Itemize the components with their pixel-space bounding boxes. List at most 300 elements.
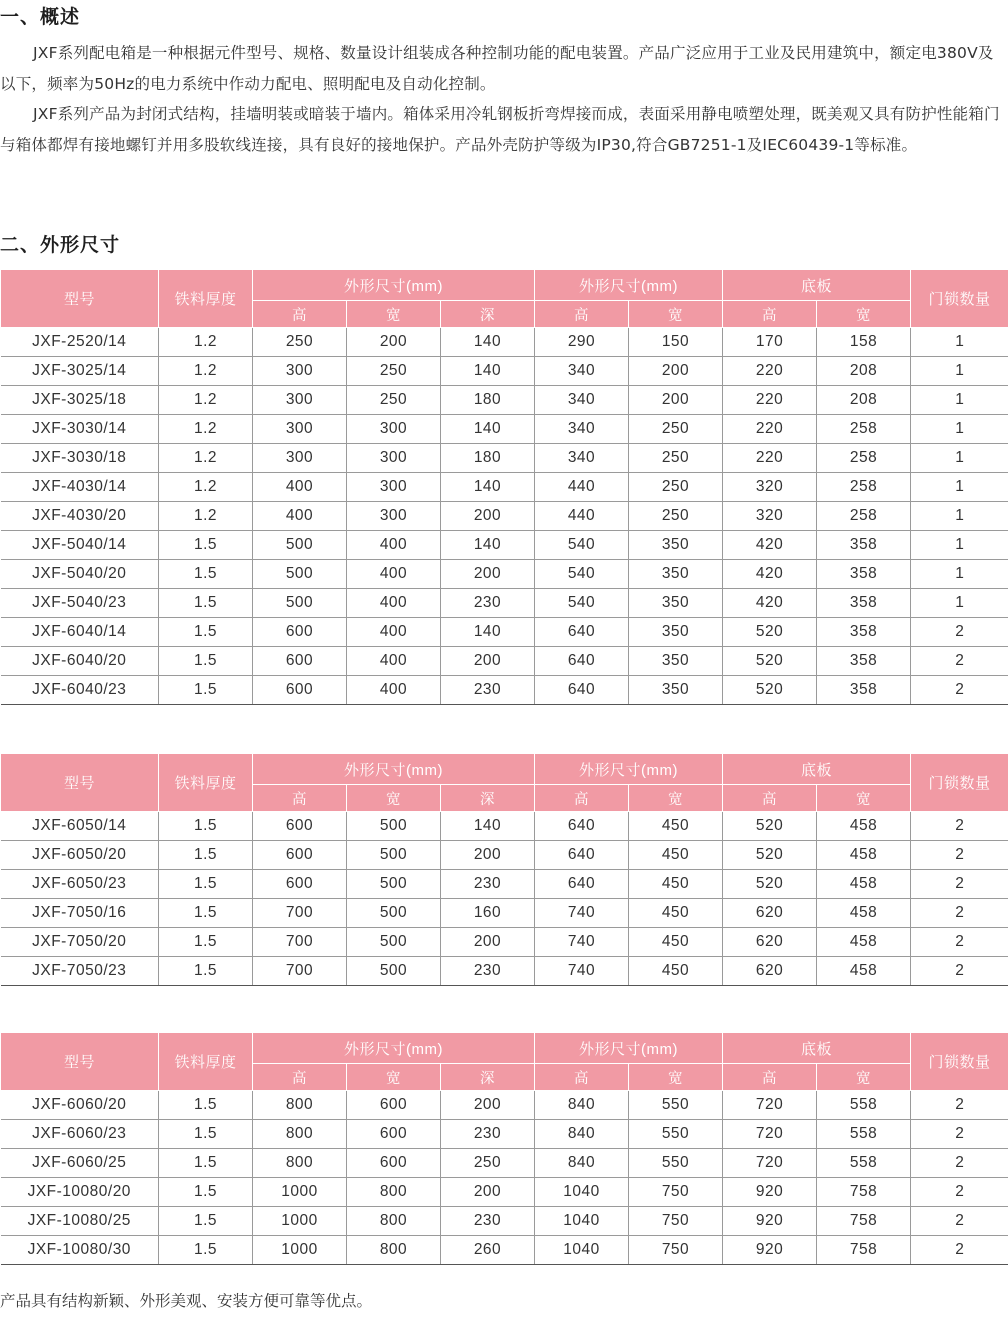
table-cell: 700 [253, 899, 347, 928]
table-cell: 220 [723, 357, 817, 386]
table-cell: 558 [817, 1149, 911, 1178]
table-cell: 200 [441, 647, 535, 676]
header-lock-count: 门锁数量 [911, 270, 1008, 328]
table-cell: 140 [441, 357, 535, 386]
table-cell: JXF-2520/14 [1, 328, 159, 357]
table-cell: 350 [629, 560, 723, 589]
table-cell: 640 [535, 647, 629, 676]
table-cell: 400 [253, 473, 347, 502]
table-cell: 458 [817, 841, 911, 870]
table-cell: 600 [253, 618, 347, 647]
table-cell: 1.5 [159, 676, 253, 705]
table-row [1, 1207, 1008, 1236]
table-cell: 1.5 [159, 1091, 253, 1120]
overview-paragraph-1: JXF系列配电箱是一种根据元件型号、规格、数量设计组装成各种控制功能的配电装置。产品广泛应用于工业及民用建筑中，额定电380V及以下，频率为50Hz的电力系统中作动力配电、照明配电及自动化控制。 [0, 44, 994, 93]
table-cell: 300 [347, 444, 441, 473]
table-cell: JXF-4030/20 [1, 502, 159, 531]
table-cell: 458 [817, 812, 911, 841]
table-cell: 1.5 [159, 560, 253, 589]
table-cell: 1.2 [159, 328, 253, 357]
table-cell: 1.5 [159, 1207, 253, 1236]
table-cell: 220 [723, 415, 817, 444]
table-cell: 600 [347, 1091, 441, 1120]
table-cell: 800 [347, 1236, 441, 1265]
table-cell: 440 [535, 502, 629, 531]
table-cell: 2 [911, 870, 1008, 899]
table-cell: 520 [723, 618, 817, 647]
table-cell: 740 [535, 957, 629, 986]
table-cell: 1.5 [159, 589, 253, 618]
table-cell: 250 [347, 386, 441, 415]
table-cell: 540 [535, 531, 629, 560]
table-cell: 400 [347, 531, 441, 560]
table-cell: 250 [441, 1149, 535, 1178]
table-cell: JXF-10080/20 [1, 1178, 159, 1207]
table-cell: 1.5 [159, 870, 253, 899]
header-outer-size-box: 外形尺寸(mm) [253, 1033, 535, 1064]
table-cell: 200 [441, 560, 535, 589]
table-cell: 1.5 [159, 1149, 253, 1178]
table-cell: 2 [911, 1120, 1008, 1149]
header-sub-height: 高 [535, 1064, 629, 1091]
table-cell: 400 [347, 618, 441, 647]
table-cell: 200 [441, 928, 535, 957]
table-cell: 358 [817, 676, 911, 705]
table-cell: 540 [535, 589, 629, 618]
header-sub-width: 宽 [347, 301, 441, 328]
table-cell: 1000 [253, 1236, 347, 1265]
table-cell: 230 [441, 589, 535, 618]
table-cell: 1040 [535, 1207, 629, 1236]
table-row [1, 415, 1008, 444]
table-cell: 620 [723, 899, 817, 928]
table-cell: 720 [723, 1149, 817, 1178]
table-cell: 170 [723, 328, 817, 357]
table-cell: 1.5 [159, 841, 253, 870]
table-cell: JXF-6040/23 [1, 676, 159, 705]
table-cell: 500 [253, 531, 347, 560]
table-row [1, 899, 1008, 928]
header-model: 型号 [1, 270, 159, 328]
table-cell: 350 [629, 531, 723, 560]
table-cell: 180 [441, 386, 535, 415]
table-cell: 458 [817, 957, 911, 986]
header-model: 型号 [1, 754, 159, 812]
table-cell: 300 [347, 473, 441, 502]
table-cell: 400 [253, 502, 347, 531]
header-sub-height: 高 [535, 785, 629, 812]
table-cell: JXF-5040/23 [1, 589, 159, 618]
table-cell: 2 [911, 647, 1008, 676]
table-cell: 740 [535, 928, 629, 957]
table-cell: 458 [817, 870, 911, 899]
table-cell: 420 [723, 531, 817, 560]
table-cell: 600 [253, 676, 347, 705]
table-cell: 250 [629, 473, 723, 502]
header-thickness: 铁料厚度 [159, 1033, 253, 1091]
table-row [1, 870, 1008, 899]
table-cell: 1.2 [159, 502, 253, 531]
table-cell: 440 [535, 473, 629, 502]
table-cell: 400 [347, 647, 441, 676]
table-cell: 200 [441, 502, 535, 531]
table-cell: 400 [347, 560, 441, 589]
table-cell: 200 [347, 328, 441, 357]
table-cell: 920 [723, 1207, 817, 1236]
table-cell: 250 [347, 357, 441, 386]
table-row [1, 841, 1008, 870]
table-cell: 350 [629, 676, 723, 705]
dimension-table-2 [0, 753, 1008, 986]
table-cell: 350 [629, 589, 723, 618]
table-cell: 230 [441, 676, 535, 705]
table-cell: 620 [723, 928, 817, 957]
table-cell: 840 [535, 1091, 629, 1120]
table-row [1, 560, 1008, 589]
section-heading-dimensions: 二、外形尺寸 [0, 234, 121, 256]
header-outer-size-mount: 外形尺寸(mm) [535, 1033, 723, 1064]
table-cell: 1040 [535, 1178, 629, 1207]
table-cell: 258 [817, 415, 911, 444]
table-cell: 2 [911, 1207, 1008, 1236]
table-cell: 558 [817, 1091, 911, 1120]
table-cell: 2 [911, 1178, 1008, 1207]
table-cell: 720 [723, 1120, 817, 1149]
table-cell: 1 [911, 589, 1008, 618]
table-cell: JXF-7050/20 [1, 928, 159, 957]
table-cell: 1.2 [159, 357, 253, 386]
table-cell: 158 [817, 328, 911, 357]
table-cell: 140 [441, 618, 535, 647]
table-cell: 1 [911, 560, 1008, 589]
table-cell: 2 [911, 676, 1008, 705]
table-cell: 2 [911, 841, 1008, 870]
table-cell: 758 [817, 1178, 911, 1207]
table-cell: 250 [253, 328, 347, 357]
table-cell: 640 [535, 870, 629, 899]
table-cell: JXF-6060/25 [1, 1149, 159, 1178]
table-cell: 1 [911, 531, 1008, 560]
table-cell: 290 [535, 328, 629, 357]
table-cell: 1.2 [159, 473, 253, 502]
dimension-table-1 [0, 269, 1008, 705]
table-cell: 450 [629, 928, 723, 957]
table-cell: 300 [347, 502, 441, 531]
table-cell: 340 [535, 357, 629, 386]
table-cell: JXF-10080/30 [1, 1236, 159, 1265]
header-sub-depth: 深 [441, 301, 535, 328]
table-cell: 640 [535, 676, 629, 705]
table-row [1, 1178, 1008, 1207]
table-cell: 140 [441, 415, 535, 444]
header-outer-size-mount: 外形尺寸(mm) [535, 754, 723, 785]
header-outer-size-box: 外形尺寸(mm) [253, 754, 535, 785]
table-cell: JXF-6050/20 [1, 841, 159, 870]
table-cell: 220 [723, 444, 817, 473]
table-cell: JXF-5040/20 [1, 560, 159, 589]
header-sub-width: 宽 [629, 301, 723, 328]
table-cell: 230 [441, 870, 535, 899]
table-cell: 230 [441, 957, 535, 986]
header-sub-height: 高 [253, 301, 347, 328]
table-row [1, 1149, 1008, 1178]
table-cell: 458 [817, 928, 911, 957]
table-cell: 140 [441, 531, 535, 560]
table-row [1, 647, 1008, 676]
table-cell: 358 [817, 618, 911, 647]
table-cell: 358 [817, 647, 911, 676]
header-sub-width: 宽 [629, 1064, 723, 1091]
header-base-plate: 底板 [723, 1033, 911, 1064]
table-cell: JXF-4030/14 [1, 473, 159, 502]
table-cell: 258 [817, 444, 911, 473]
table-cell: JXF-7050/16 [1, 899, 159, 928]
table-cell: 1.2 [159, 444, 253, 473]
table-cell: 250 [629, 415, 723, 444]
table-cell: 450 [629, 957, 723, 986]
table-cell: 1 [911, 473, 1008, 502]
header-sub-width: 宽 [347, 1064, 441, 1091]
table-cell: 558 [817, 1120, 911, 1149]
table-cell: 1.5 [159, 1236, 253, 1265]
table-cell: 1.5 [159, 812, 253, 841]
table-cell: 350 [629, 618, 723, 647]
table-cell: 300 [253, 386, 347, 415]
table-cell: 600 [253, 812, 347, 841]
table-cell: 600 [253, 841, 347, 870]
table-cell: 1.5 [159, 957, 253, 986]
section-heading-overview: 一、概述 [0, 6, 81, 28]
header-sub-height: 高 [253, 785, 347, 812]
table-cell: 180 [441, 444, 535, 473]
table-cell: 2 [911, 899, 1008, 928]
table-row [1, 531, 1008, 560]
table-cell: 458 [817, 899, 911, 928]
table-cell: 1.5 [159, 928, 253, 957]
table-cell: 450 [629, 841, 723, 870]
table-cell: 600 [253, 870, 347, 899]
table-cell: 2 [911, 1149, 1008, 1178]
table-cell: 520 [723, 812, 817, 841]
table-cell: 920 [723, 1178, 817, 1207]
header-outer-size-box: 外形尺寸(mm) [253, 270, 535, 301]
table-cell: 358 [817, 560, 911, 589]
table-cell: 250 [629, 444, 723, 473]
table-cell: 750 [629, 1236, 723, 1265]
table-cell: 520 [723, 870, 817, 899]
table-cell: 600 [347, 1149, 441, 1178]
table-cell: 1 [911, 415, 1008, 444]
table-cell: 758 [817, 1236, 911, 1265]
table-cell: 1.5 [159, 899, 253, 928]
table-cell: 1.5 [159, 647, 253, 676]
table-cell: 450 [629, 812, 723, 841]
table-cell: 758 [817, 1207, 911, 1236]
table-cell: 920 [723, 1236, 817, 1265]
dimension-table-3 [0, 1032, 1008, 1265]
header-sub-height: 高 [723, 785, 817, 812]
header-sub-width: 宽 [817, 1064, 911, 1091]
table-cell: JXF-6050/14 [1, 812, 159, 841]
header-lock-count: 门锁数量 [911, 754, 1008, 812]
table-cell: 450 [629, 899, 723, 928]
table-row [1, 928, 1008, 957]
table-cell: 140 [441, 328, 535, 357]
table-cell: 800 [253, 1091, 347, 1120]
table-cell: 840 [535, 1120, 629, 1149]
table-cell: 250 [629, 502, 723, 531]
table-cell: 340 [535, 444, 629, 473]
table-cell: 600 [347, 1120, 441, 1149]
header-sub-height: 高 [723, 1064, 817, 1091]
header-lock-count: 门锁数量 [911, 1033, 1008, 1091]
table-cell: 840 [535, 1149, 629, 1178]
table-cell: 640 [535, 618, 629, 647]
table-cell: 258 [817, 473, 911, 502]
table-cell: 350 [629, 647, 723, 676]
table-row [1, 589, 1008, 618]
table-cell: JXF-7050/23 [1, 957, 159, 986]
table-cell: 1 [911, 444, 1008, 473]
table-cell: 200 [441, 841, 535, 870]
table-cell: 1.2 [159, 415, 253, 444]
table-cell: 500 [253, 560, 347, 589]
table-cell: 200 [629, 386, 723, 415]
table-cell: 2 [911, 1236, 1008, 1265]
table-cell: 200 [441, 1178, 535, 1207]
table-cell: 1000 [253, 1178, 347, 1207]
table-cell: 1.5 [159, 531, 253, 560]
table-cell: JXF-6060/23 [1, 1120, 159, 1149]
table-cell: 600 [253, 647, 347, 676]
table-cell: 550 [629, 1120, 723, 1149]
table-row [1, 1236, 1008, 1265]
table-cell: 358 [817, 531, 911, 560]
table-cell: 2 [911, 812, 1008, 841]
table-cell: 150 [629, 328, 723, 357]
table-cell: 140 [441, 812, 535, 841]
table-cell: 2 [911, 618, 1008, 647]
header-sub-width: 宽 [347, 785, 441, 812]
table-cell: 2 [911, 928, 1008, 957]
footer-note: 产品具有结构新颖、外形美观、安装方便可靠等优点。 [0, 1292, 373, 1310]
table-cell: 800 [347, 1207, 441, 1236]
table-cell: 420 [723, 560, 817, 589]
table-cell: 500 [347, 957, 441, 986]
table-cell: 540 [535, 560, 629, 589]
table-cell: 450 [629, 870, 723, 899]
table-cell: JXF-6050/23 [1, 870, 159, 899]
table-cell: 550 [629, 1149, 723, 1178]
table-cell: 320 [723, 502, 817, 531]
table-cell: 230 [441, 1207, 535, 1236]
table-cell: 300 [253, 415, 347, 444]
table-cell: 520 [723, 676, 817, 705]
header-outer-size-mount: 外形尺寸(mm) [535, 270, 723, 301]
table-cell: 258 [817, 502, 911, 531]
header-base-plate: 底板 [723, 754, 911, 785]
table-cell: 500 [347, 899, 441, 928]
table-cell: 340 [535, 386, 629, 415]
table-cell: 750 [629, 1178, 723, 1207]
table-cell: 358 [817, 589, 911, 618]
table-row [1, 812, 1008, 841]
table-cell: 220 [723, 386, 817, 415]
table-row [1, 1120, 1008, 1149]
table-cell: 160 [441, 899, 535, 928]
table-cell: 700 [253, 928, 347, 957]
table-cell: 1.2 [159, 386, 253, 415]
table-cell: 400 [347, 676, 441, 705]
table-row [1, 386, 1008, 415]
table-cell: 140 [441, 473, 535, 502]
table-cell: 500 [253, 589, 347, 618]
header-model: 型号 [1, 1033, 159, 1091]
header-sub-height: 高 [723, 301, 817, 328]
table-cell: 1.5 [159, 1178, 253, 1207]
table-cell: 1 [911, 386, 1008, 415]
table-cell: 1 [911, 357, 1008, 386]
table-cell: 1040 [535, 1236, 629, 1265]
table-cell: 640 [535, 841, 629, 870]
table-cell: 800 [347, 1178, 441, 1207]
header-thickness: 铁料厚度 [159, 754, 253, 812]
table-cell: 700 [253, 957, 347, 986]
table-cell: JXF-3030/14 [1, 415, 159, 444]
table-row [1, 957, 1008, 986]
header-sub-depth: 深 [441, 785, 535, 812]
table-cell: JXF-6040/14 [1, 618, 159, 647]
table-cell: 2 [911, 1091, 1008, 1120]
table-cell: 750 [629, 1207, 723, 1236]
table-cell: 208 [817, 357, 911, 386]
table-cell: 200 [441, 1091, 535, 1120]
table-cell: 520 [723, 647, 817, 676]
table-cell: 340 [535, 415, 629, 444]
header-sub-width: 宽 [817, 785, 911, 812]
table-cell: 1000 [253, 1207, 347, 1236]
table-cell: 500 [347, 928, 441, 957]
table-cell: 550 [629, 1091, 723, 1120]
table-row [1, 1091, 1008, 1120]
table-cell: JXF-5040/14 [1, 531, 159, 560]
table-cell: 420 [723, 589, 817, 618]
table-cell: 1.5 [159, 1120, 253, 1149]
table-cell: JXF-3025/14 [1, 357, 159, 386]
table-row [1, 328, 1008, 357]
table-cell: 300 [253, 357, 347, 386]
table-cell: 800 [253, 1149, 347, 1178]
table-cell: 260 [441, 1236, 535, 1265]
header-sub-width: 宽 [629, 785, 723, 812]
table-cell: 1 [911, 328, 1008, 357]
table-cell: 400 [347, 589, 441, 618]
header-base-plate: 底板 [723, 270, 911, 301]
table-cell: JXF-3030/18 [1, 444, 159, 473]
table-row [1, 444, 1008, 473]
table-cell: 740 [535, 899, 629, 928]
table-cell: 208 [817, 386, 911, 415]
header-thickness: 铁料厚度 [159, 270, 253, 328]
table-cell: 500 [347, 812, 441, 841]
table-row [1, 676, 1008, 705]
header-sub-depth: 深 [441, 1064, 535, 1091]
table-cell: 300 [253, 444, 347, 473]
table-cell: 1.5 [159, 618, 253, 647]
overview-paragraph-2: JXF系列产品为封闭式结构，挂墙明装或暗装于墙内。箱体采用冷轧钢板折弯焊接而成，表面采用静电喷塑处理，既美观又具有防护性能箱门与箱体都焊有接地螺钉并用多股软线连接，具有良好的接地保护。产品外壳防护等级为IP30,符合GB7251-1及IEC60439-1等标准。 [0, 105, 1000, 154]
table-cell: 230 [441, 1120, 535, 1149]
table-cell: 1 [911, 502, 1008, 531]
